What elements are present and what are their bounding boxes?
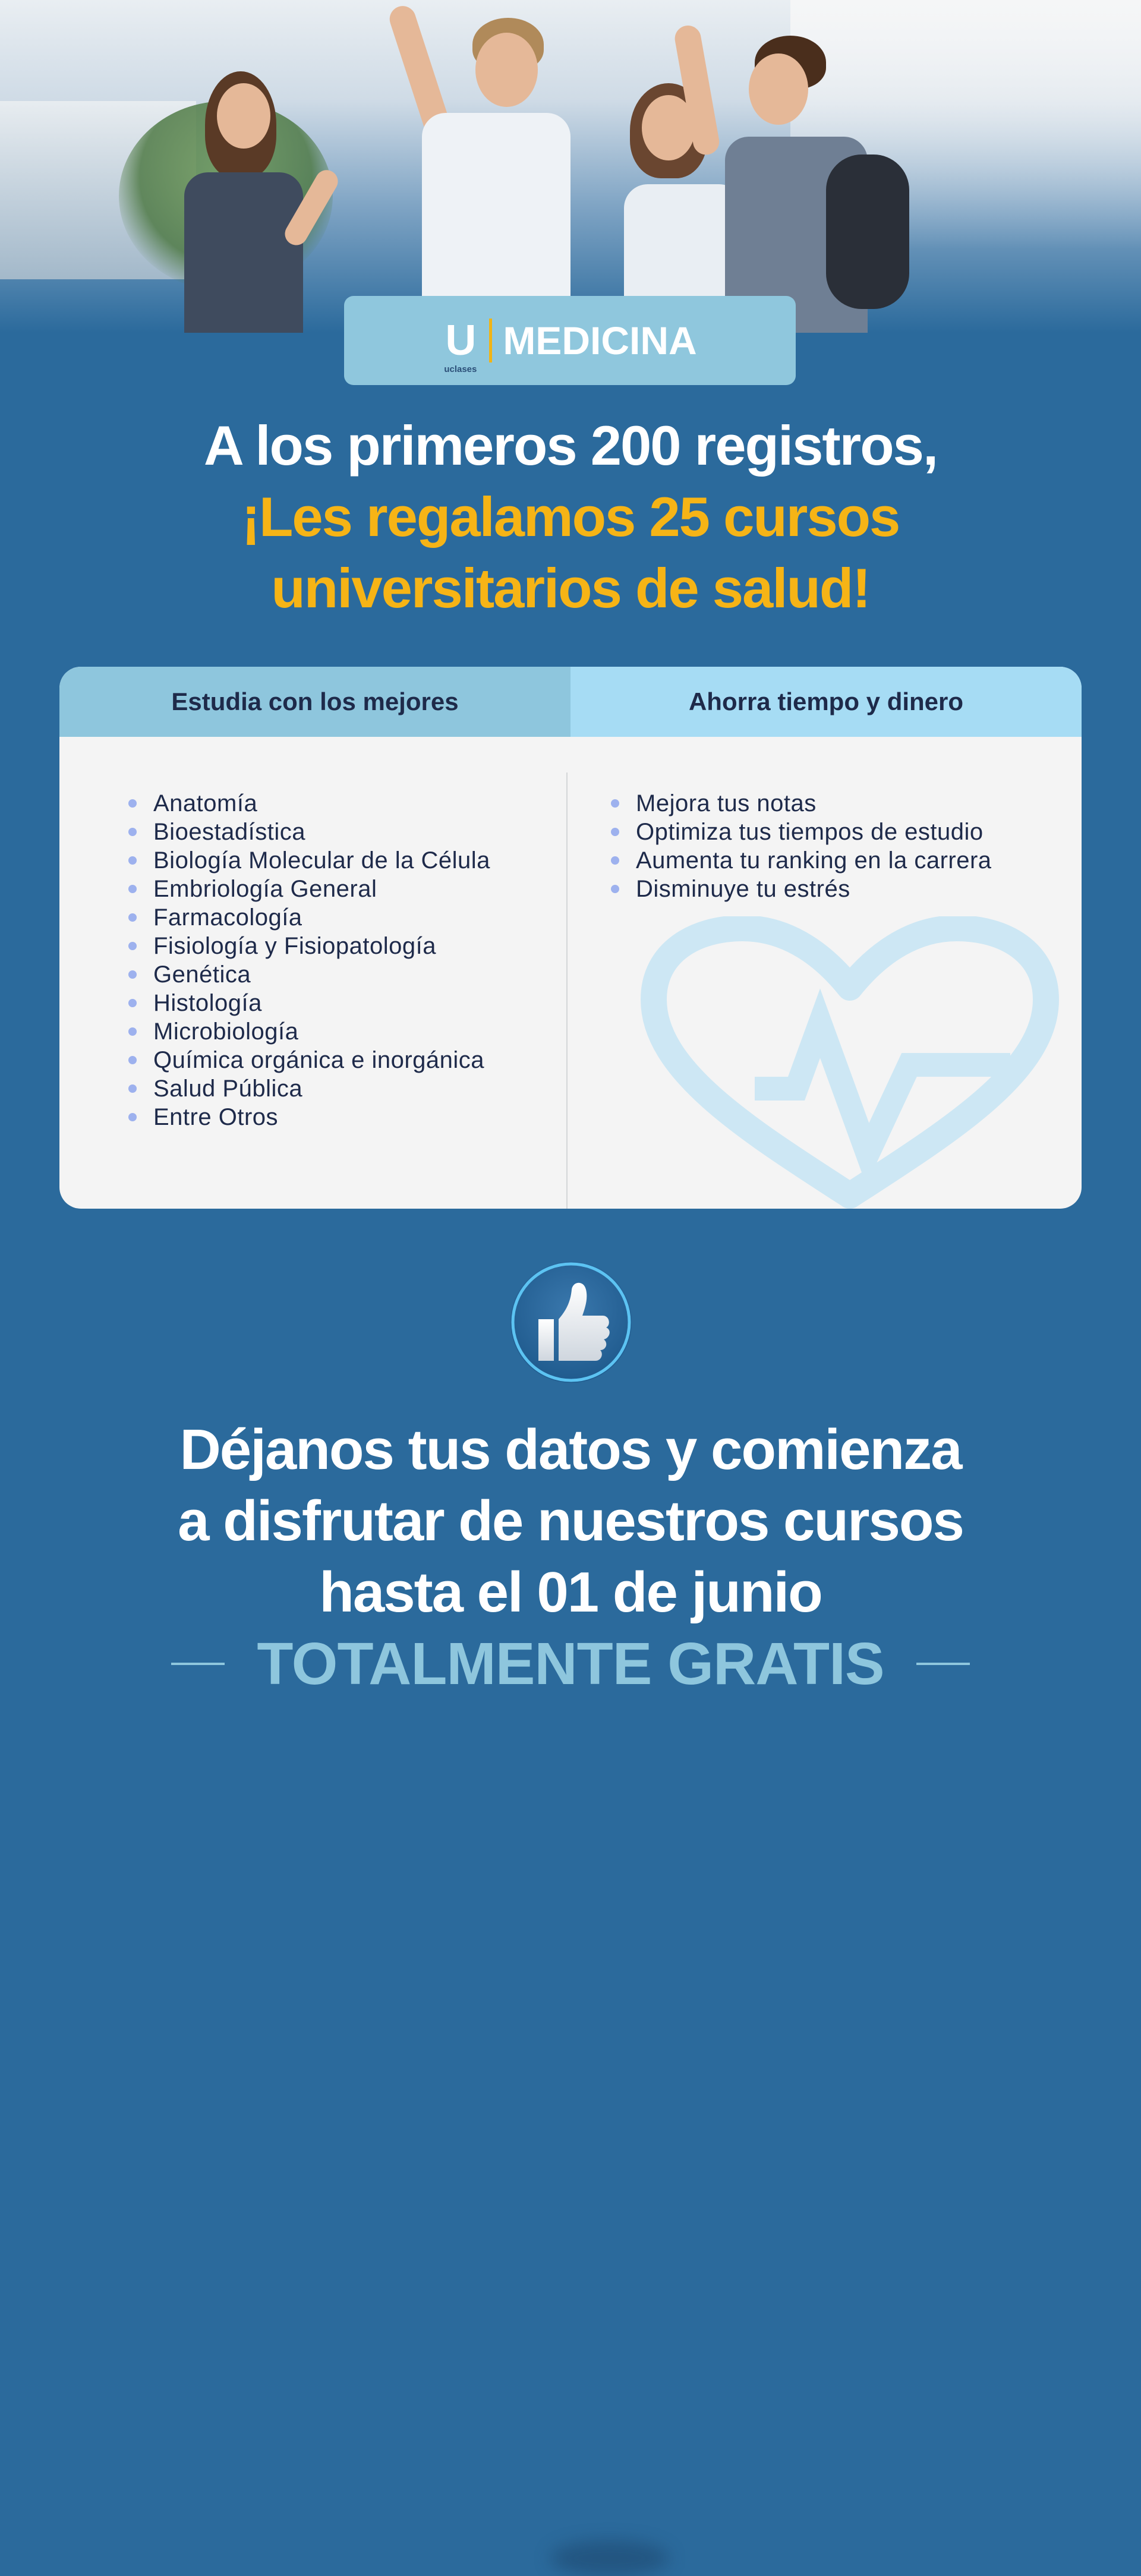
course-item: Entre Otros: [153, 1104, 279, 1130]
course-item: Bioestadística: [153, 819, 306, 845]
card-header-left-label: Estudia con los mejores: [171, 688, 459, 715]
bullet-dot: [128, 942, 137, 950]
badge-title: MEDICINA: [503, 319, 697, 362]
bullet-dot: [128, 1027, 137, 1036]
thumb-shadow: [550, 2540, 669, 2576]
course-item: Histología: [153, 990, 262, 1016]
list-item: [128, 1017, 490, 1046]
bullet-dot: [611, 828, 619, 836]
card-header-right-label: Ahorra tiempo y dinero: [688, 688, 964, 715]
course-item: Anatomía: [153, 790, 258, 816]
benefit-item: Mejora tus notas: [636, 790, 817, 816]
hero-photo: [0, 0, 1141, 333]
course-list: [128, 789, 490, 1131]
list-item: [128, 903, 490, 932]
course-item: Química orgánica e inorgánica: [153, 1047, 485, 1073]
bullet-dot: [128, 1113, 137, 1121]
bullet-dot: [611, 856, 619, 865]
student-4: [672, 18, 921, 333]
category-badge: [344, 296, 796, 385]
list-item: [128, 989, 490, 1017]
benefit-item: Disminuye tu estrés: [636, 876, 850, 902]
bullet-dot: [611, 885, 619, 893]
list-item: [611, 875, 992, 903]
bullet-dot: [128, 1056, 137, 1064]
bullet-dot: [128, 885, 137, 893]
bullet-dot: [128, 1084, 137, 1093]
list-item: [128, 1046, 490, 1074]
course-item: Embriología General: [153, 876, 377, 902]
bullet-dot: [128, 999, 137, 1007]
list-item: [128, 846, 490, 875]
list-item: [128, 932, 490, 960]
bullet-dot: [611, 799, 619, 808]
list-item: [128, 1074, 490, 1103]
cta-line-3: hasta el 01 de junio: [319, 1560, 822, 1624]
list-item: [611, 846, 992, 875]
bullet-dot: [128, 856, 137, 865]
course-item: Genética: [153, 961, 251, 988]
thumbs-up-icon: [509, 1260, 633, 1385]
heart-pulse-icon: [630, 916, 1070, 1209]
list-item: [128, 960, 490, 989]
bullet-dot: [128, 799, 137, 808]
course-item: Salud Pública: [153, 1076, 303, 1102]
list-item: [611, 789, 992, 818]
student-2: [404, 0, 582, 333]
list-item: [128, 875, 490, 903]
student-1: [172, 71, 327, 333]
dash-right: [916, 1663, 970, 1665]
benefit-item: Optimiza tus tiempos de estudio: [636, 819, 984, 845]
uclases-logo: [443, 317, 478, 374]
cta-line-1: Déjanos tus datos y comienza: [179, 1418, 962, 1481]
free-text: TOTALMENTE GRATIS: [257, 1630, 884, 1697]
course-item: Microbiología: [153, 1019, 299, 1045]
course-item: Biología Molecular de la Célula: [153, 847, 490, 874]
cta-line-2: a disfrutar de nuestros cursos: [178, 1489, 963, 1553]
card-divider: [566, 773, 568, 1209]
logo-letter: U: [445, 317, 477, 364]
dash-left: [171, 1663, 225, 1665]
list-item: [128, 789, 490, 818]
bullet-dot: [128, 828, 137, 836]
bullet-dot: [128, 970, 137, 979]
headline-line-2: ¡Les regalamos 25 cursos: [241, 485, 900, 548]
benefit-list: [611, 789, 992, 903]
bullet-dot: [128, 913, 137, 922]
list-item: [128, 1103, 490, 1131]
course-item: Fisiología y Fisiopatología: [153, 933, 436, 959]
benefit-item: Aumenta tu ranking en la carrera: [636, 847, 992, 874]
card-header-right: [570, 667, 1082, 737]
course-item: Farmacología: [153, 904, 302, 931]
logo-subtext: uclases: [444, 364, 477, 374]
card-header-left: [59, 667, 570, 737]
list-item: [611, 818, 992, 846]
headline-line-1: A los primeros 200 registros,: [203, 414, 938, 477]
free-banner: [0, 1628, 1141, 1700]
logo-divider: [489, 319, 492, 362]
thumbs-up-badge: [509, 1260, 633, 1385]
list-item: [128, 818, 490, 846]
headline-line-3: universitarios de salud!: [271, 557, 870, 619]
benefits-card: [59, 667, 1082, 1209]
